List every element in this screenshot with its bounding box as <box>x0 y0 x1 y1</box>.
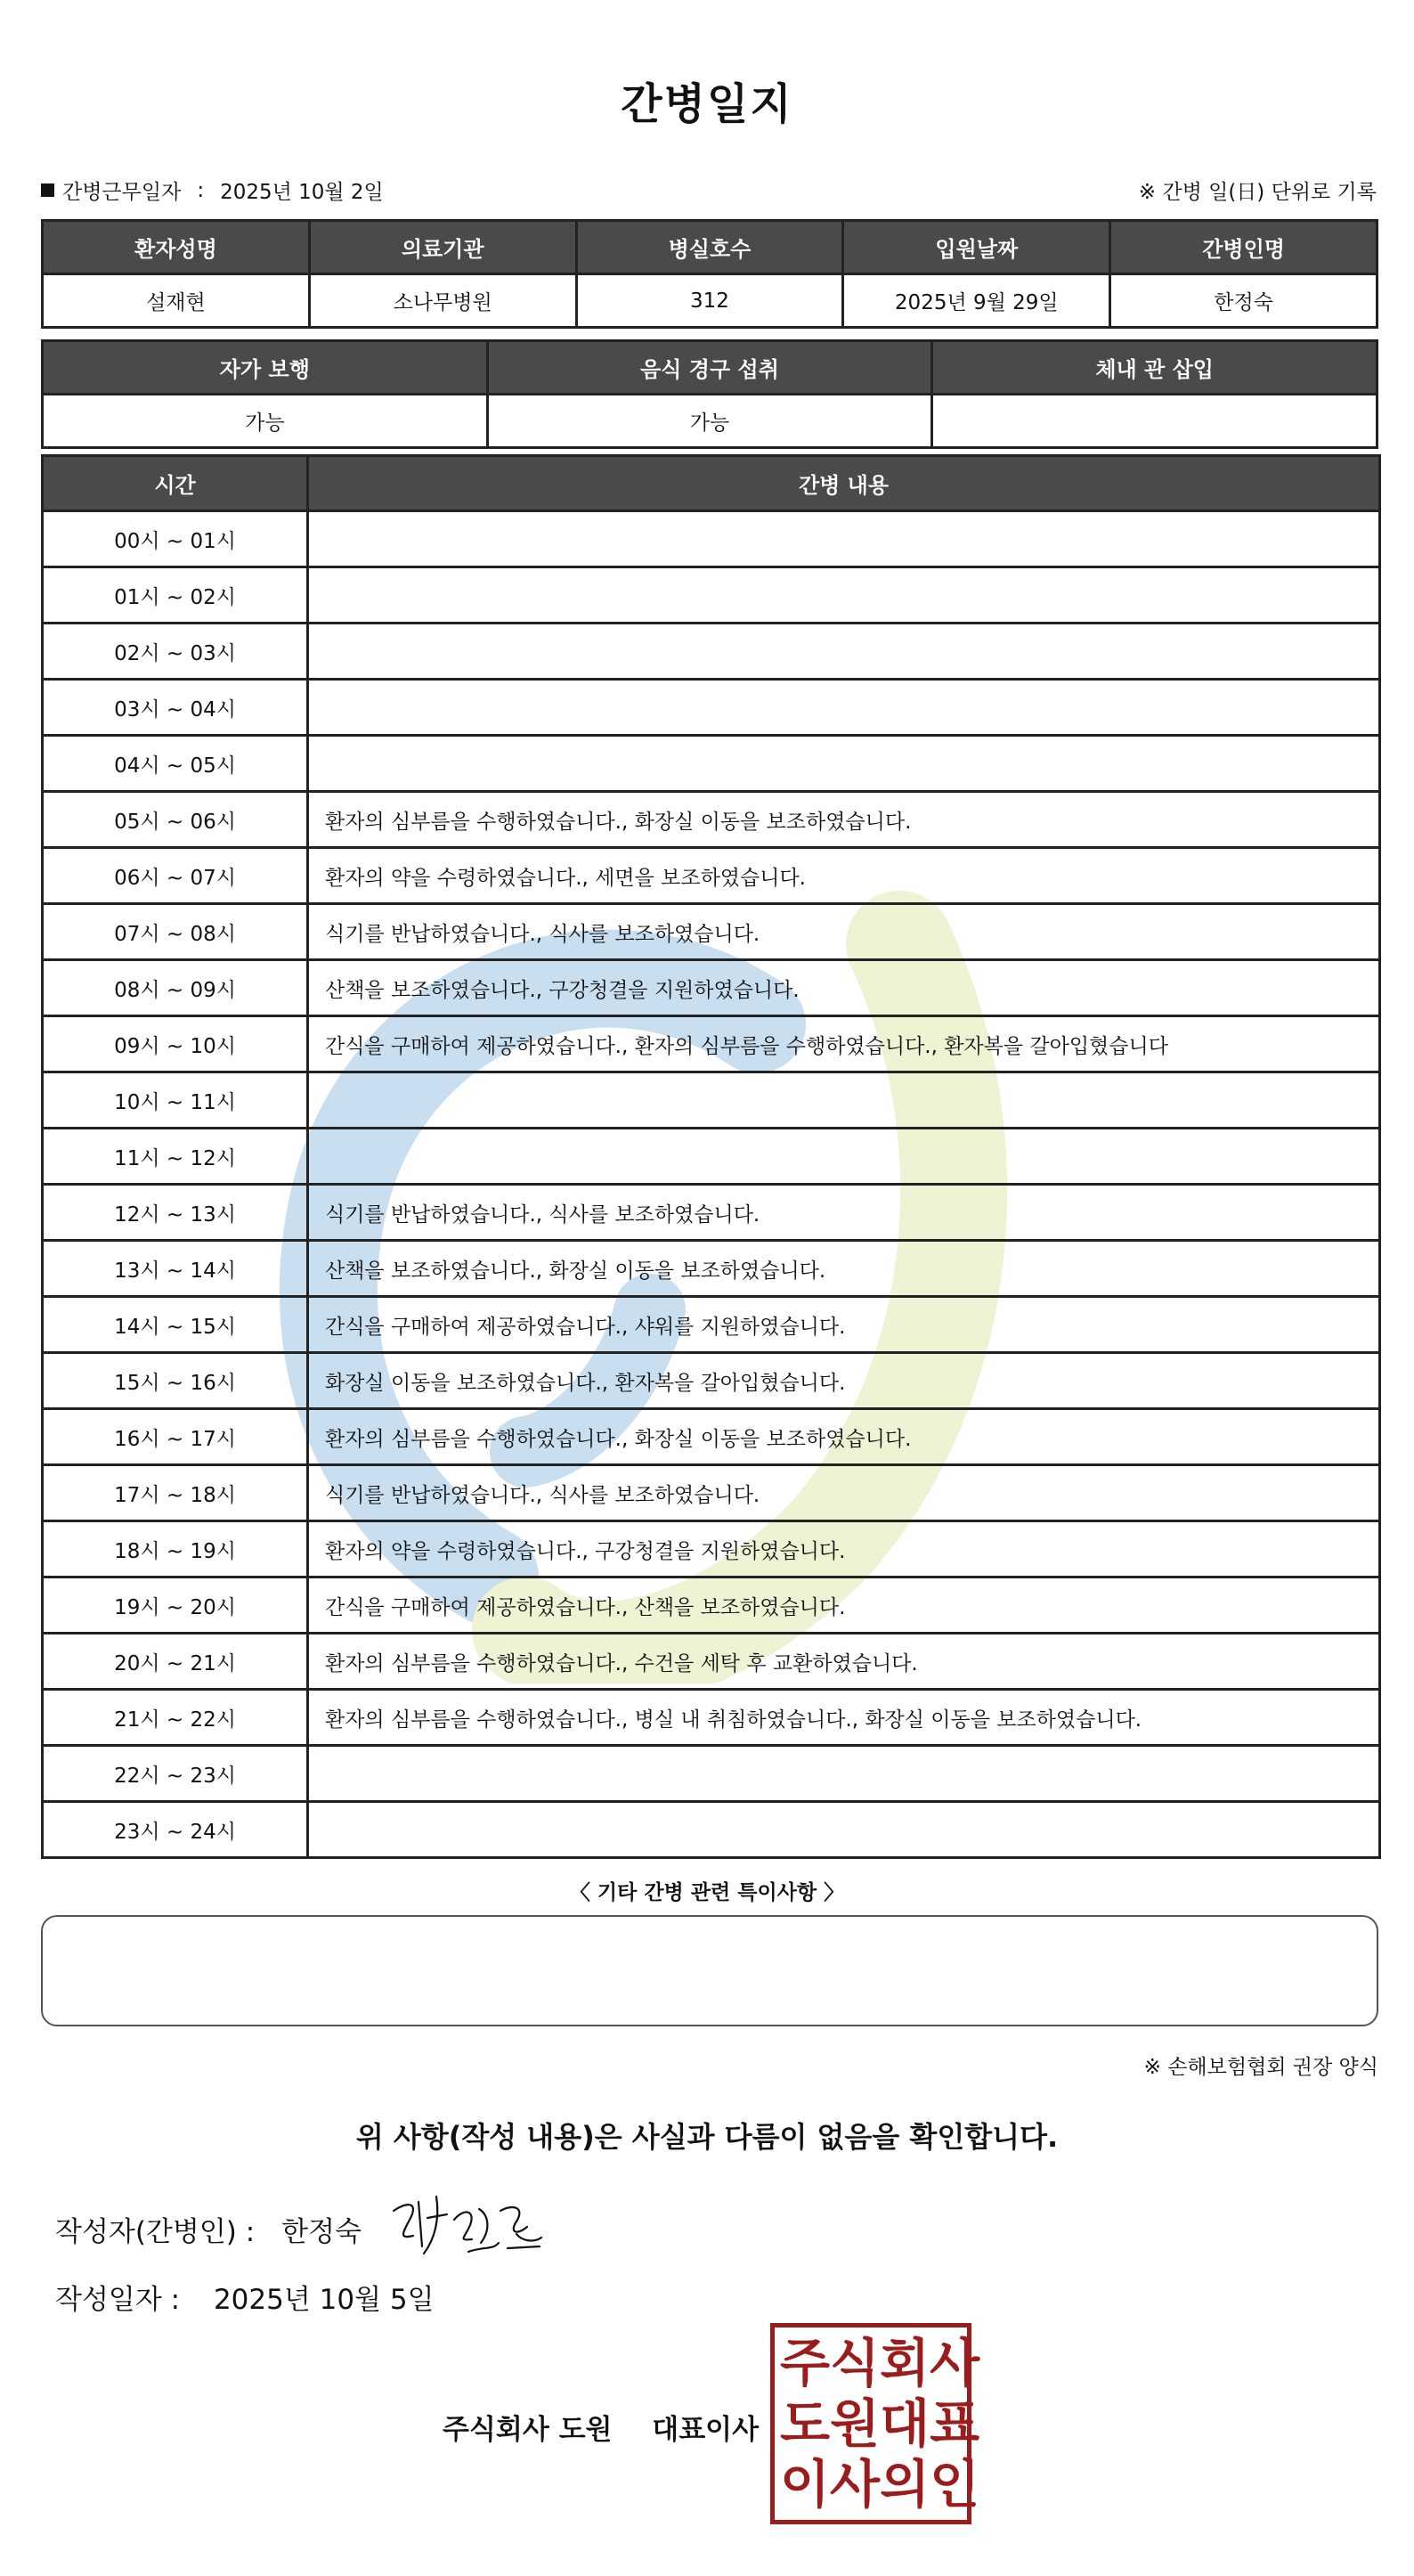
header-patient-name: 환자성명 <box>43 221 310 274</box>
log-table-body <box>43 511 1380 1858</box>
care-content: 산책을 보조하였습니다., 구강청결을 지원하였습니다. <box>308 960 1380 1016</box>
time-slot: 02시 ~ 03시 <box>43 624 308 680</box>
table-row <box>43 1129 1380 1185</box>
care-content: 환자의 심부름을 수행하였습니다., 병실 내 취침하였습니다., 화장실 이동을 보조하였습니다. <box>308 1690 1380 1746</box>
seal-char: 인 <box>930 2454 980 2515</box>
table-row <box>43 1802 1380 1858</box>
care-content <box>308 1072 1380 1129</box>
header-admission-date: 입원날짜 <box>843 221 1110 274</box>
table-row <box>43 680 1380 736</box>
seal-char: 도 <box>780 2393 831 2454</box>
special-notes-box <box>41 1915 1378 2026</box>
time-slot: 12시 ~ 13시 <box>43 1185 308 1241</box>
care-content <box>308 1802 1380 1858</box>
care-content: 환자의 심부름을 수행하였습니다., 화장실 이동을 보조하였습니다. <box>308 792 1380 848</box>
care-content: 환자의 약을 수령하였습니다., 세면을 보조하였습니다. <box>308 848 1380 904</box>
table-row <box>43 1465 1380 1521</box>
care-content: 식기를 반납하였습니다., 식사를 보조하였습니다. <box>308 904 1380 960</box>
square-bullet-icon <box>41 183 54 197</box>
table-row <box>43 1241 1380 1297</box>
seal-char: 원 <box>830 2393 881 2454</box>
self-walking-value: 가능 <box>43 395 488 448</box>
time-slot: 06시 ~ 07시 <box>43 848 308 904</box>
time-slot: 00시 ~ 01시 <box>43 511 308 567</box>
header-time: 시간 <box>43 456 308 511</box>
table-row <box>43 1521 1380 1577</box>
table-row <box>43 1690 1380 1746</box>
meta-row <box>41 175 1377 208</box>
notes-title: 〈 기타 간병 관련 특이사항 〉 <box>569 1881 845 1904</box>
page-title: 간병일지 <box>621 79 793 129</box>
seal-char: 이 <box>780 2454 831 2515</box>
care-content <box>308 1746 1380 1802</box>
care-content <box>308 567 1380 624</box>
write-date-label: 작성일자 : <box>55 2284 181 2316</box>
care-content <box>308 1129 1380 1185</box>
table-header-row <box>43 221 1377 274</box>
company-name: 주식회사 도원 <box>443 2414 613 2446</box>
seal-char: 사 <box>830 2454 881 2515</box>
table-row <box>43 1297 1380 1353</box>
seal-char: 회 <box>880 2333 930 2393</box>
work-date-value: 2025년 10월 2일 <box>220 181 384 204</box>
seal-char: 의 <box>880 2454 930 2515</box>
writer-label: 작성자(간병인) : <box>55 2216 256 2248</box>
table-row <box>43 1577 1380 1634</box>
company-seal-stamp <box>770 2323 980 2524</box>
care-content: 간식을 구매하여 제공하였습니다., 산책을 보조하였습니다. <box>308 1577 1380 1634</box>
writer-name: 한정숙 <box>281 2216 362 2248</box>
time-slot: 04시 ~ 05시 <box>43 736 308 792</box>
time-slot: 21시 ~ 22시 <box>43 1690 308 1746</box>
write-date-line <box>55 2277 435 2317</box>
hospital-name: 소나무병원 <box>309 274 576 328</box>
write-date-value: 2025년 10월 5일 <box>213 2284 435 2316</box>
care-content: 식기를 반납하였습니다., 식사를 보조하였습니다. <box>308 1465 1380 1521</box>
seal-char: 주 <box>780 2333 831 2393</box>
time-slot: 03시 ~ 04시 <box>43 680 308 736</box>
header-care-content: 간병 내용 <box>308 456 1380 511</box>
care-content: 환자의 심부름을 수행하였습니다., 화장실 이동을 보조하였습니다. <box>308 1409 1380 1465</box>
time-slot: 07시 ~ 08시 <box>43 904 308 960</box>
daily-record-note: ※ 간병 일(日) 단위로 기록 <box>1138 181 1377 204</box>
care-content: 산책을 보조하였습니다., 화장실 이동을 보조하였습니다. <box>308 1241 1380 1297</box>
table-row <box>43 1353 1380 1409</box>
table-row <box>43 1746 1380 1802</box>
time-slot: 17시 ~ 18시 <box>43 1465 308 1521</box>
table-row <box>43 1185 1380 1241</box>
table-row <box>43 511 1380 567</box>
time-slot: 05시 ~ 06시 <box>43 792 308 848</box>
header-self-walking: 자가 보행 <box>43 341 488 395</box>
patient-info-table <box>41 219 1378 329</box>
company-signature-line <box>443 2407 759 2447</box>
table-row <box>43 848 1380 904</box>
table-header-row <box>43 456 1380 511</box>
seal-char: 표 <box>930 2393 980 2454</box>
header-caregiver-name: 간병인명 <box>1110 221 1377 274</box>
time-slot: 09시 ~ 10시 <box>43 1016 308 1072</box>
table-row <box>43 1634 1380 1690</box>
confirmation-statement: 위 사항(작성 내용)은 사실과 다름이 없음을 확인합니다. <box>355 2120 1059 2154</box>
header-oral-intake: 음식 경구 섭취 <box>487 341 932 395</box>
hourly-care-log-table <box>41 454 1381 1859</box>
care-content <box>308 624 1380 680</box>
time-slot: 23시 ~ 24시 <box>43 1802 308 1858</box>
table-row <box>43 1409 1380 1465</box>
header-hospital: 의료기관 <box>309 221 576 274</box>
care-content: 간식을 구매하여 제공하였습니다., 샤워를 지원하였습니다. <box>308 1297 1380 1353</box>
time-slot: 01시 ~ 02시 <box>43 567 308 624</box>
care-content <box>308 511 1380 567</box>
header-room-number: 병실호수 <box>576 221 843 274</box>
patient-condition-table <box>41 339 1378 449</box>
table-row <box>43 395 1377 448</box>
handwritten-signature <box>383 2184 552 2269</box>
care-content: 간식을 구매하여 제공하였습니다., 환자의 심부름을 수행하였습니다., 환자복을 갈아입혔습니다 <box>308 1016 1380 1072</box>
time-slot: 08시 ~ 09시 <box>43 960 308 1016</box>
work-date-label: 간병근무일자 <box>62 181 182 204</box>
time-slot: 19시 ~ 20시 <box>43 1577 308 1634</box>
seal-char: 식 <box>830 2333 881 2393</box>
time-slot: 13시 ~ 14시 <box>43 1241 308 1297</box>
care-content: 화장실 이동을 보조하였습니다., 환자복을 갈아입혔습니다. <box>308 1353 1380 1409</box>
header-tube-insertion: 체내 관 삽입 <box>932 341 1377 395</box>
work-date-separator: : <box>197 178 205 202</box>
care-content <box>308 680 1380 736</box>
care-content <box>308 736 1380 792</box>
oral-intake-value: 가능 <box>487 395 932 448</box>
representative-title: 대표이사 <box>652 2414 760 2446</box>
table-row <box>43 1016 1380 1072</box>
room-number: 312 <box>576 274 843 328</box>
table-row <box>43 960 1380 1016</box>
time-slot: 22시 ~ 23시 <box>43 1746 308 1802</box>
tube-insertion-value <box>932 395 1377 448</box>
time-slot: 16시 ~ 17시 <box>43 1409 308 1465</box>
care-content: 환자의 심부름을 수행하였습니다., 수건을 세탁 후 교환하였습니다. <box>308 1634 1380 1690</box>
recommendation-note: ※ 손해보험협회 권장 양식 <box>1143 2056 1378 2079</box>
writer-line <box>55 2209 362 2249</box>
table-row <box>43 904 1380 960</box>
time-slot: 15시 ~ 16시 <box>43 1353 308 1409</box>
work-date-group <box>41 175 384 205</box>
table-row <box>43 274 1377 328</box>
care-content: 환자의 약을 수령하였습니다., 구강청결을 지원하였습니다. <box>308 1521 1380 1577</box>
time-slot: 20시 ~ 21시 <box>43 1634 308 1690</box>
time-slot: 11시 ~ 12시 <box>43 1129 308 1185</box>
table-row <box>43 624 1380 680</box>
table-header-row <box>43 341 1377 395</box>
time-slot: 10시 ~ 11시 <box>43 1072 308 1129</box>
seal-char: 대 <box>880 2393 930 2454</box>
time-slot: 14시 ~ 15시 <box>43 1297 308 1353</box>
seal-char: 사 <box>930 2333 980 2393</box>
table-row <box>43 1072 1380 1129</box>
table-row <box>43 736 1380 792</box>
care-content: 식기를 반납하였습니다., 식사를 보조하였습니다. <box>308 1185 1380 1241</box>
time-slot: 18시 ~ 19시 <box>43 1521 308 1577</box>
caregiver-name: 한정숙 <box>1110 274 1377 328</box>
table-row <box>43 567 1380 624</box>
admission-date: 2025년 9월 29일 <box>843 274 1110 328</box>
table-row <box>43 792 1380 848</box>
patient-name: 설재현 <box>43 274 310 328</box>
